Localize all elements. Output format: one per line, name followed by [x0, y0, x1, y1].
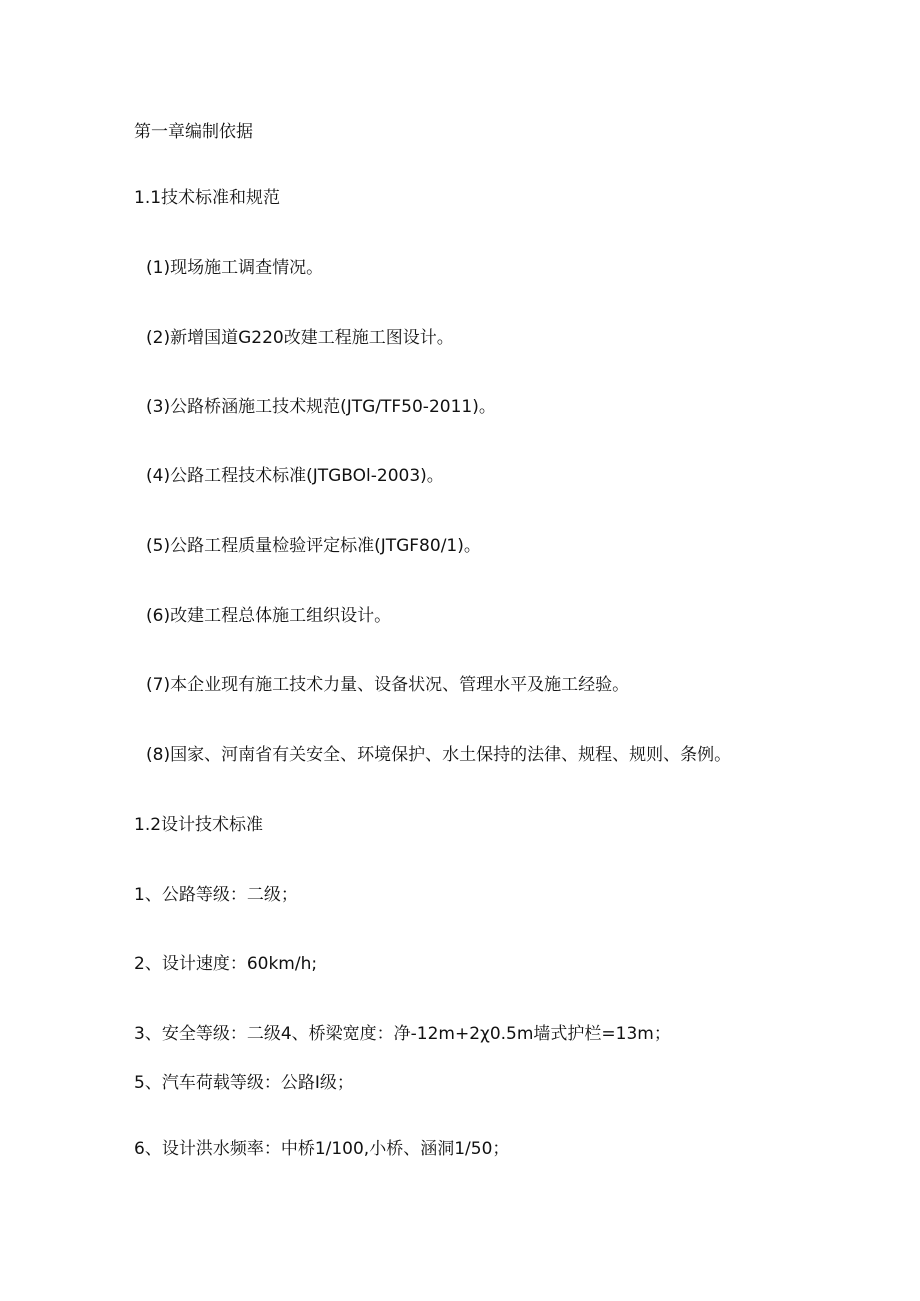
- list-item: (5)公路工程质量检验评定标准(JTGF80/1)。: [146, 536, 481, 556]
- list-item: (1)现场施工调查情况。: [146, 258, 324, 278]
- chapter-title: 第一章编制依据: [134, 122, 253, 142]
- list-item: (7)本企业现有施工技术力量、设备状况、管理水平及施工经验。: [146, 675, 630, 695]
- list-item: 2、设计速度：60km/h;: [134, 954, 318, 974]
- list-item: (6)改建工程总体施工组织设计。: [146, 606, 392, 626]
- list-item: 1、公路等级：二级；: [134, 885, 298, 905]
- list-item: (8)国家、河南省有关安全、环境保护、水土保持的法律、规程、规则、条例。: [146, 745, 732, 765]
- list-item: (3)公路桥涵施工技术规范(JTG/TF50-2011)。: [146, 397, 496, 417]
- section-heading-1-1: 1.1技术标准和规范: [134, 188, 281, 208]
- section-heading-1-2: 1.2设计技术标准: [134, 815, 264, 835]
- list-item: (4)公路工程技术标准(JTGBOl-2003)。: [146, 466, 444, 486]
- list-item: 5、汽车荷载等级：公路Ⅰ级；: [134, 1073, 354, 1093]
- list-item: (2)新增国道G220改建工程施工图设计。: [146, 328, 454, 348]
- list-item: 3、安全等级：二级4、桥梁宽度：净-12m+2χ0.5m墙式护栏=13m；: [134, 1024, 671, 1044]
- list-item: 6、设计洪水频率：中桥1/100,小桥、涵洞1/50；: [134, 1139, 510, 1159]
